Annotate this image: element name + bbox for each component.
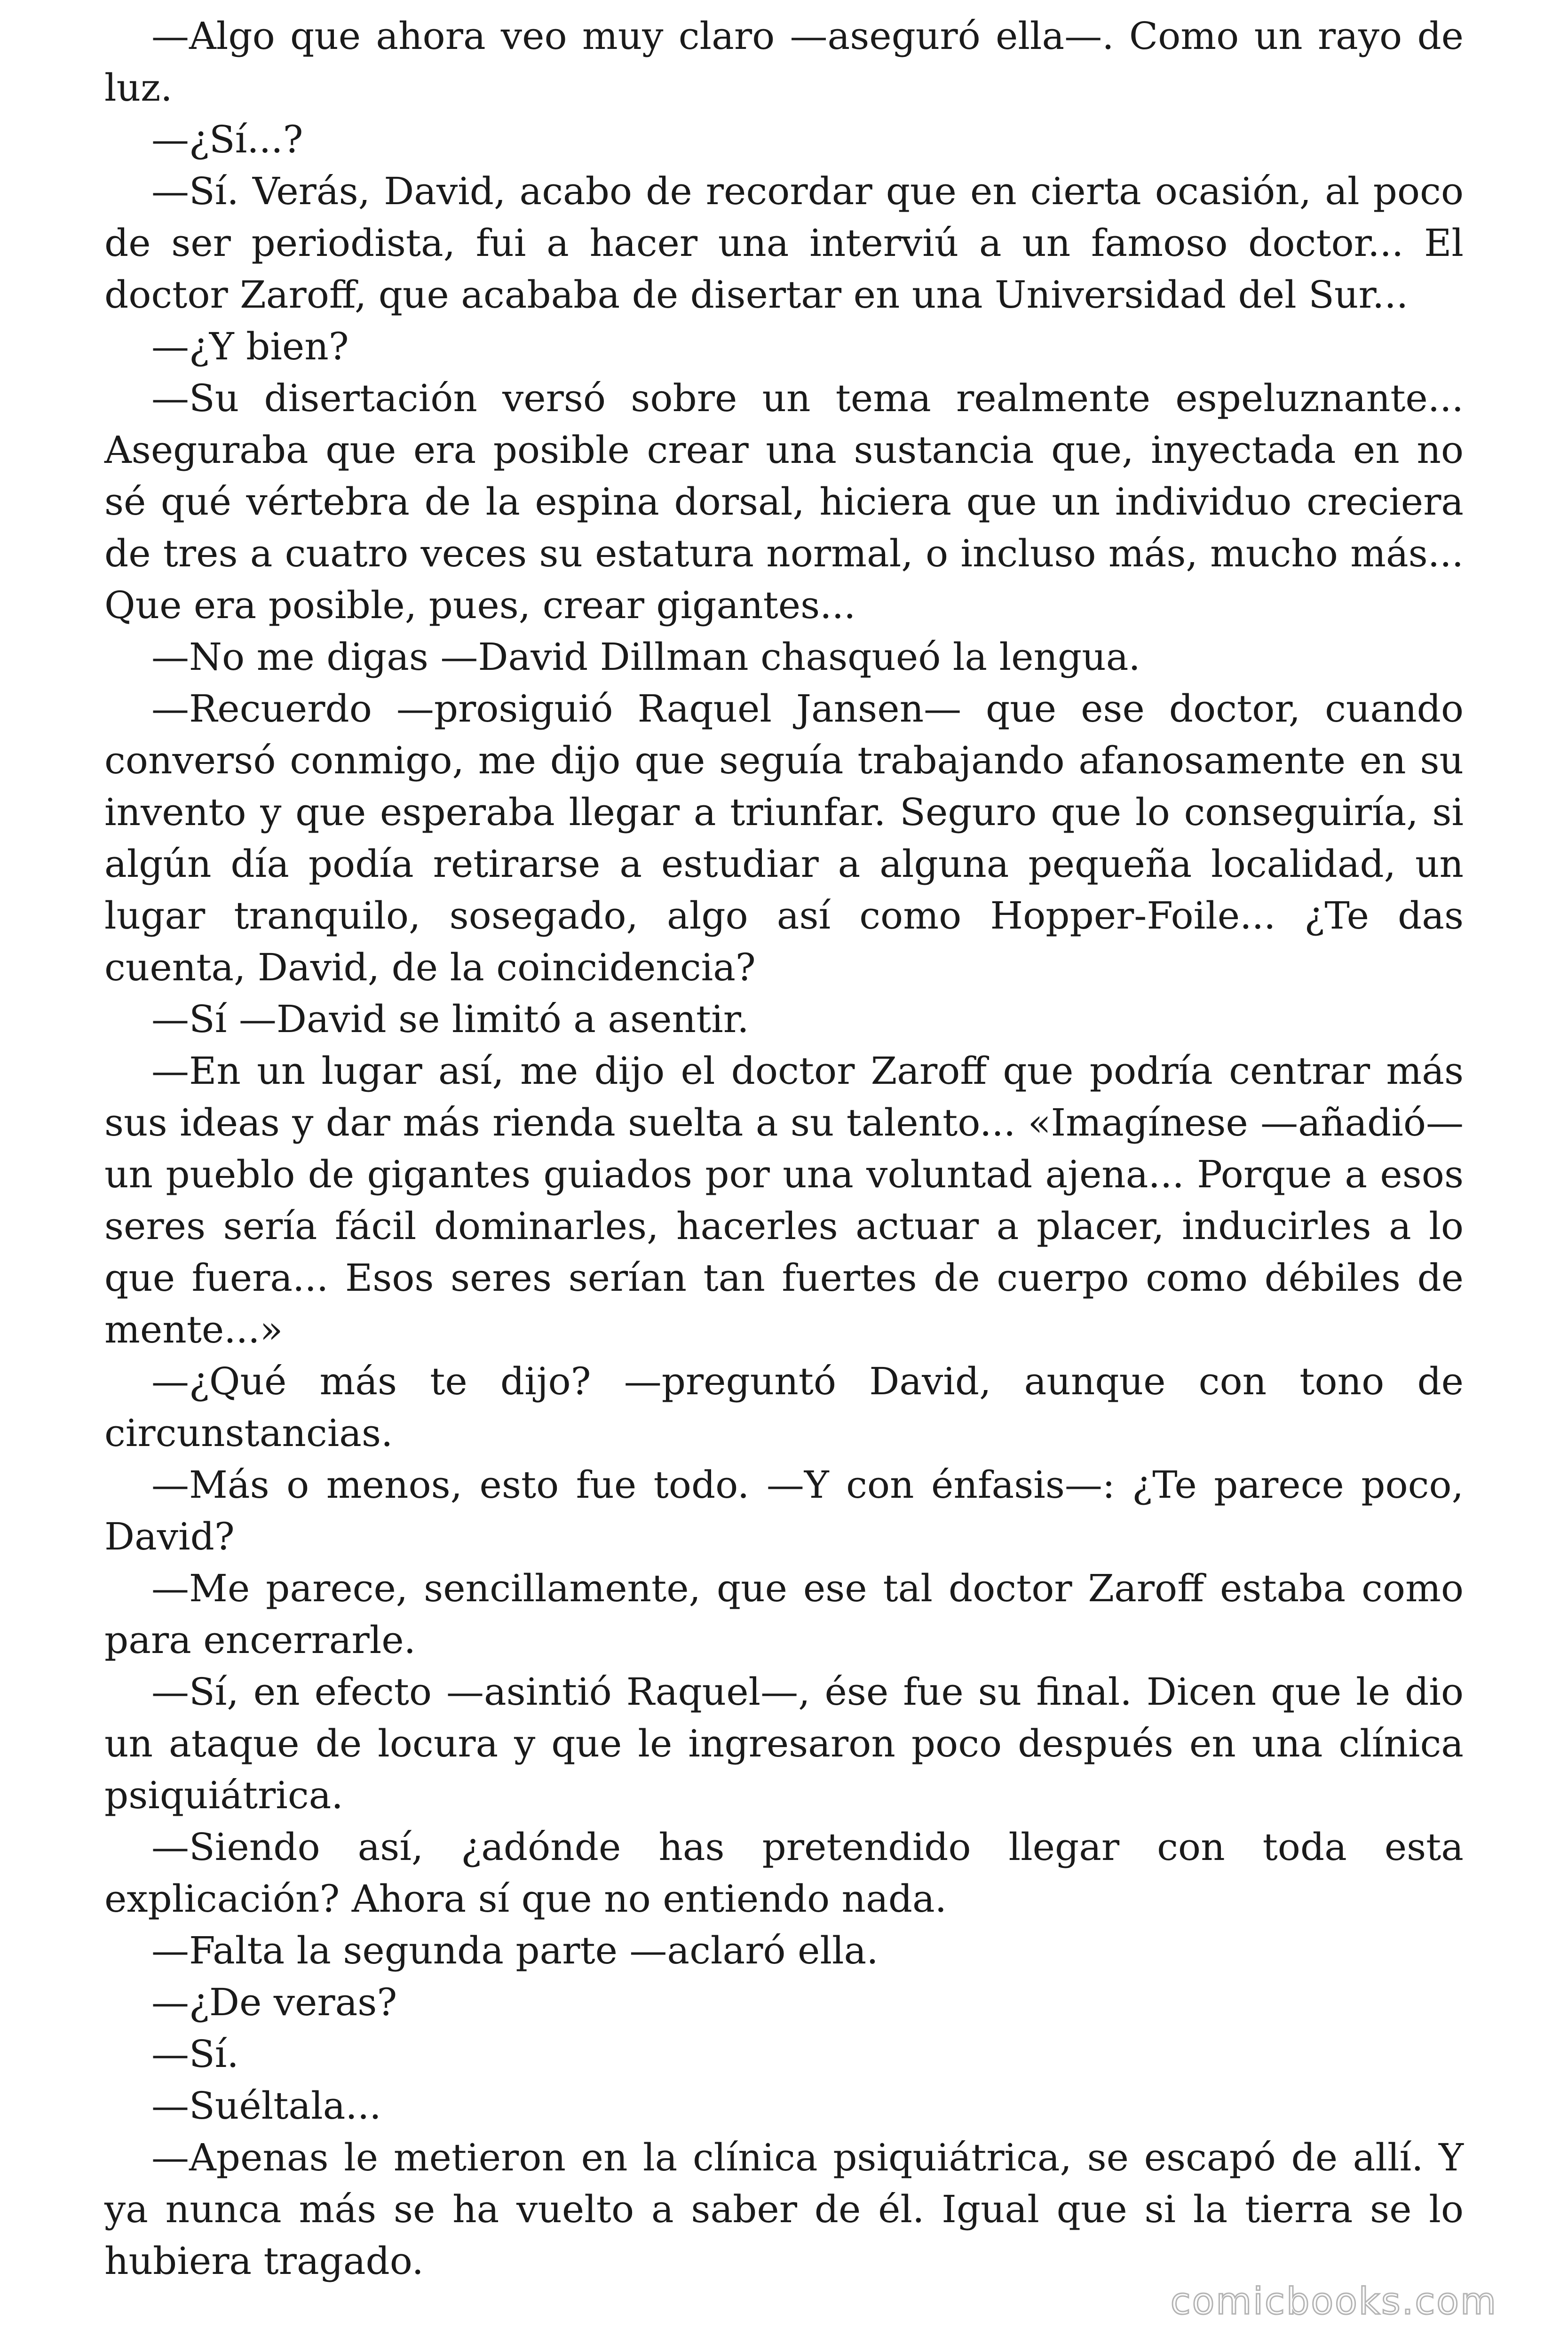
paragraph: —En un lugar así, me dijo el doctor Zaroff que podría centrar más sus ideas y dar más rienda suelta a su talento... «Imagínese —añadió— un pueblo de gigantes guiados por una voluntad ajena... Porque a esos seres sería fácil dominarles, hacerles actuar a placer, inducirles a lo que fuera... Esos seres serían tan fuertes de cuerpo como débiles de mente...» bbox=[104, 1049, 1464, 1351]
paragraph: —¿Qué más te dijo? —preguntó David, aunque con tono de circunstancias. bbox=[104, 1359, 1464, 1455]
paragraph: —Suéltala... bbox=[151, 2084, 381, 2128]
paragraph: —Apenas le metieron en la clínica psiquiátrica, se escapó de allí. Y ya nunca más se ha vuelto a saber de él. Igual que si la tierra se lo hubiera tragado. bbox=[104, 2136, 1464, 2283]
paragraph: —¿De veras? bbox=[151, 1980, 397, 2024]
paragraph: —Algo que ahora veo muy claro —aseguró ella—. Como un rayo de luz. bbox=[104, 14, 1464, 110]
paragraph: —Sí. bbox=[151, 2032, 239, 2076]
paragraph: —Sí. Verás, David, acabo de recordar que en cierta ocasión, al poco de ser periodista, fui a hacer una interviú a un famoso doctor... El doctor Zaroff, que acababa de disertar en una Universidad del Sur... bbox=[104, 169, 1464, 317]
paragraph: —¿Sí...? bbox=[151, 118, 303, 161]
watermark: comicbooks.com bbox=[1170, 2280, 1497, 2323]
paragraph: —Sí, en efecto —asintió Raquel—, ése fue su final. Dicen que le dio un ataque de locura y que le ingresaron poco después en una clínica psiquiátrica. bbox=[104, 1670, 1464, 1817]
book-page bbox=[104, 10, 1464, 2283]
paragraph: —No me digas —David Dillman chasqueó la lengua. bbox=[151, 635, 1140, 679]
paragraph: —Siendo así, ¿adónde has pretendido llegar con toda esta explicación? Ahora sí que no entiendo nada. bbox=[104, 1825, 1464, 1921]
paragraph: —Su disertación versó sobre un tema realmente espeluznante... Aseguraba que era posible crear una sustancia que, inyectada en no sé qué vértebra de la espina dorsal, hiciera que un individuo creciera de tres a cuatro veces su estatura normal, o incluso más, mucho más... Que era posible, pues, crear gigantes... bbox=[104, 376, 1464, 627]
paragraph: —Recuerdo —prosiguió Raquel Jansen— que ese doctor, cuando conversó conmigo, me dijo que seguía trabajando afanosamente en su invento y que esperaba llegar a triunfar. Seguro que lo conseguiría, si algún día podía retirarse a estudiar a alguna pequeña localidad, un lugar tranquilo, sosegado, algo así como Hopper-Foile... ¿Te das cuenta, David, de la coincidencia? bbox=[104, 687, 1464, 989]
paragraph: —Falta la segunda parte —aclaró ella. bbox=[151, 1929, 879, 1972]
paragraph: —Más o menos, esto fue todo. —Y con énfasis—: ¿Te parece poco, David? bbox=[104, 1463, 1464, 1558]
paragraph: —¿Y bien? bbox=[151, 325, 349, 368]
paragraph: —Sí —David se limitó a asentir. bbox=[151, 997, 749, 1041]
paragraph: —Me parece, sencillamente, que ese tal doctor Zaroff estaba como para encerrarle. bbox=[104, 1566, 1464, 1662]
